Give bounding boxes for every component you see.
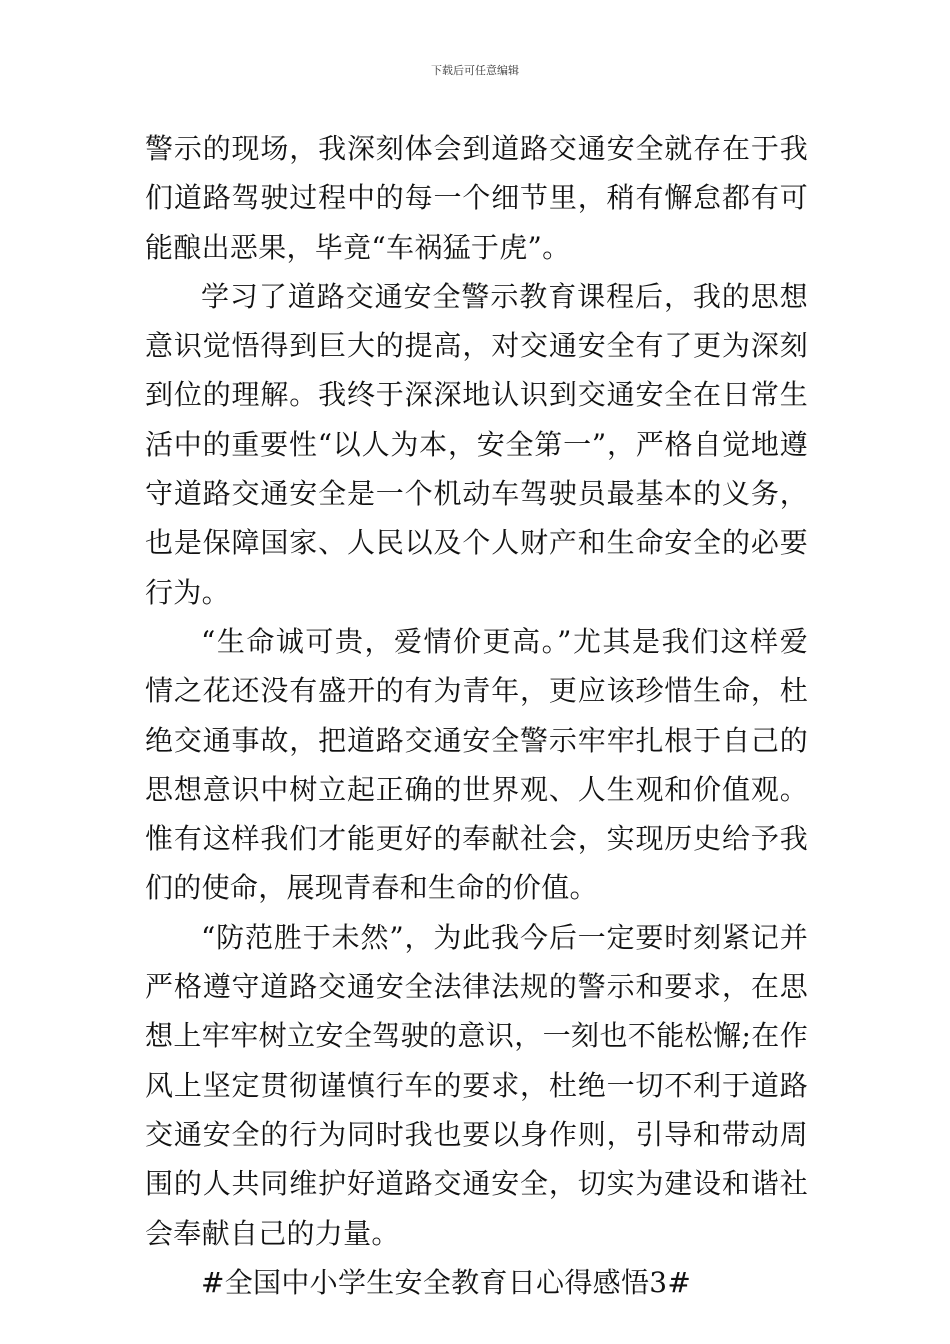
paragraph-prevention: “防范胜于未然”，为此我今后一定要时刻紧记并严格遵守道路交通安全法律法规的警示和要求，在思想上牢牢树立安全驾驶的意识，一刻也不能松懈;在作风上坚定贯彻谨慎行车的要求，杜绝一切不利于道路交通安全的行为同时我也要以身作则，引导和带动周围的人共同维护好道路交通安全，切实为建设和谐社会奉献自己的力量。 (145, 920, 808, 1250)
paragraph-value-life: “生命诚可贵，爱情价更高。”尤其是我们这样爱情之花还没有盛开的有为青年，更应该珍惜生命，杜绝交通事故，把道路交通安全警示牢牢扎根于自己的思想意识中树立起正确的世界观、人生观和价值观。惟有这样我们才能更好的奉献社会，实现历史给予我们的使命，展现青春和生命的价值。 (145, 624, 808, 905)
page-header: 下载后可任意编辑 (431, 64, 519, 77)
paragraph-study-reflection: 学习了道路交通安全警示教育课程后，我的思想意识觉悟得到巨大的提高，对交通安全有了更为深刻到位的理解。我终于深深地认识到交通安全在日常生活中的重要性“以人为本，安全第一”，严格自觉地遵守道路交通安全是一个机动车驾驶员最基本的义务，也是保障国家、人民以及个人财产和生命安全的必要行为。 (145, 279, 808, 609)
paragraph-continuation: 警示的现场，我深刻体会到道路交通安全就存在于我们道路驾驶过程中的每一个细节里，稍有懈怠都有可能酿出恶果，毕竟“车祸猛于虎”。 (145, 132, 808, 264)
document-body (145, 124, 808, 1307)
section-heading: #全国中小学生安全教育日心得感悟3# (201, 1265, 692, 1299)
